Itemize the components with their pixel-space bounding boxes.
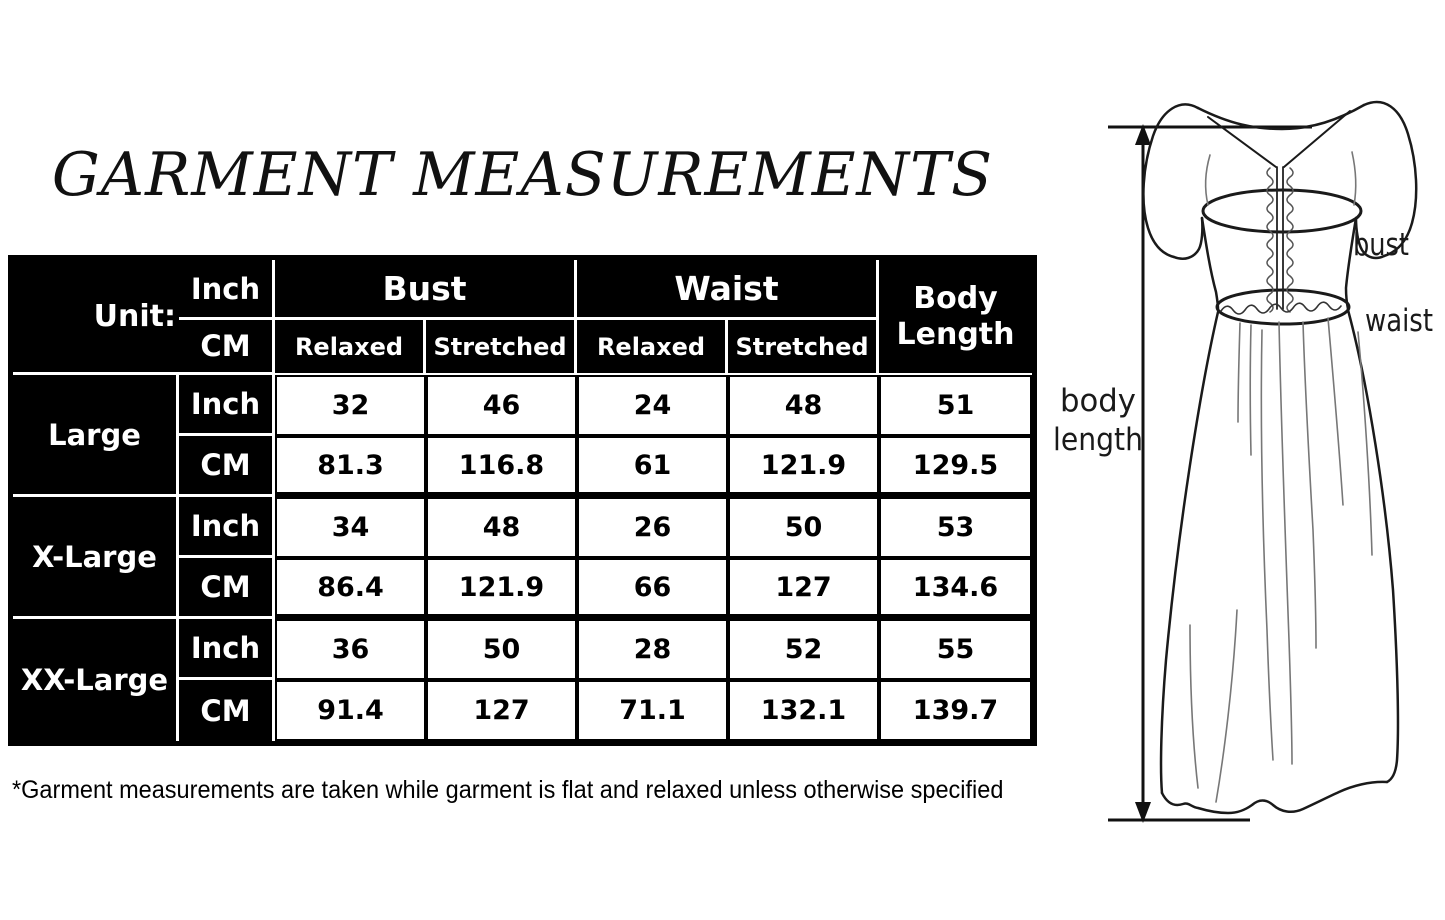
table-row — [13, 375, 1032, 436]
waist-label: waist — [1365, 303, 1433, 339]
measurement-value: 86.4 — [275, 558, 426, 619]
measurement-value: 127 — [728, 558, 879, 619]
measurement-value: 26 — [577, 497, 728, 558]
left-torso — [1202, 218, 1218, 309]
measurement-value: 127 — [426, 680, 577, 741]
row-unit-label: Inch — [179, 375, 275, 436]
bust-line — [1203, 190, 1361, 232]
unit-label: Unit: — [13, 260, 179, 375]
measurement-value: 81.3 — [275, 436, 426, 497]
waist-header: Waist — [577, 260, 879, 320]
size-label: Large — [13, 375, 179, 497]
row-unit-label: Inch — [179, 497, 275, 558]
measurement-value: 134.6 — [879, 558, 1032, 619]
bust-stretched-header: Stretched — [426, 320, 577, 375]
skirt-left — [1161, 312, 1218, 793]
left-sleeve-hem — [1174, 218, 1202, 259]
body-length-label: length — [1053, 422, 1143, 458]
skirt-right — [1348, 310, 1398, 782]
size-label: X-Large — [13, 497, 179, 619]
measurement-value: 48 — [728, 375, 879, 436]
measurement-value: 53 — [879, 497, 1032, 558]
waist-relaxed-header: Relaxed — [577, 320, 728, 375]
bust-relaxed-header: Relaxed — [275, 320, 426, 375]
measurement-value: 24 — [577, 375, 728, 436]
table-row — [13, 497, 1032, 558]
waist-ruffle — [1221, 302, 1341, 314]
row-unit-label: Inch — [179, 619, 275, 680]
measurement-value: 36 — [275, 619, 426, 680]
measurement-value: 55 — [879, 619, 1032, 680]
measurement-value: 129.5 — [879, 436, 1032, 497]
measurement-value: 121.9 — [426, 558, 577, 619]
body-length-label: body — [1060, 383, 1136, 419]
measurement-value: 116.8 — [426, 436, 577, 497]
table-row — [13, 619, 1032, 680]
row-unit-label: CM — [179, 436, 275, 497]
measurement-value: 34 — [275, 497, 426, 558]
page-title: GARMENT MEASUREMENTS — [51, 140, 994, 210]
measurement-value: 61 — [577, 436, 728, 497]
row-unit-label: CM — [179, 680, 275, 741]
row-unit-label: CM — [179, 558, 275, 619]
body-length-header: Body Length — [879, 260, 1032, 375]
back-straps — [1208, 111, 1350, 167]
measurement-value: 71.1 — [577, 680, 728, 741]
footnote: *Garment measurements are taken while garment is flat and relaxed unless otherwise specified — [12, 776, 1004, 804]
measurement-value: 91.4 — [275, 680, 426, 741]
waist-stretched-header: Stretched — [728, 320, 879, 375]
measurement-value: 50 — [426, 619, 577, 680]
fabric-folds — [1190, 152, 1372, 802]
unit-cm-header: CM — [179, 320, 275, 375]
measurement-value: 50 — [728, 497, 879, 558]
panel-lines — [1277, 167, 1283, 309]
measurement-value: 48 — [426, 497, 577, 558]
measurement-value: 121.9 — [728, 436, 879, 497]
skirt-hem — [1162, 782, 1387, 813]
bust-label: bust — [1353, 227, 1409, 263]
measurement-value: 46 — [426, 375, 577, 436]
measurement-value: 28 — [577, 619, 728, 680]
neckline — [1198, 105, 1364, 129]
dress-illustration — [1143, 102, 1416, 813]
unit-inch-header: Inch — [179, 260, 275, 320]
bust-header: Bust — [275, 260, 577, 320]
size-label: XX-Large — [13, 619, 179, 741]
measurement-value: 66 — [577, 558, 728, 619]
measurement-value: 52 — [728, 619, 879, 680]
dress-diagram — [1040, 60, 1445, 880]
measurement-value: 139.7 — [879, 680, 1032, 741]
measurement-value: 32 — [275, 375, 426, 436]
measurement-value: 51 — [879, 375, 1032, 436]
measurement-value: 132.1 — [728, 680, 879, 741]
measurement-table — [8, 255, 1037, 746]
